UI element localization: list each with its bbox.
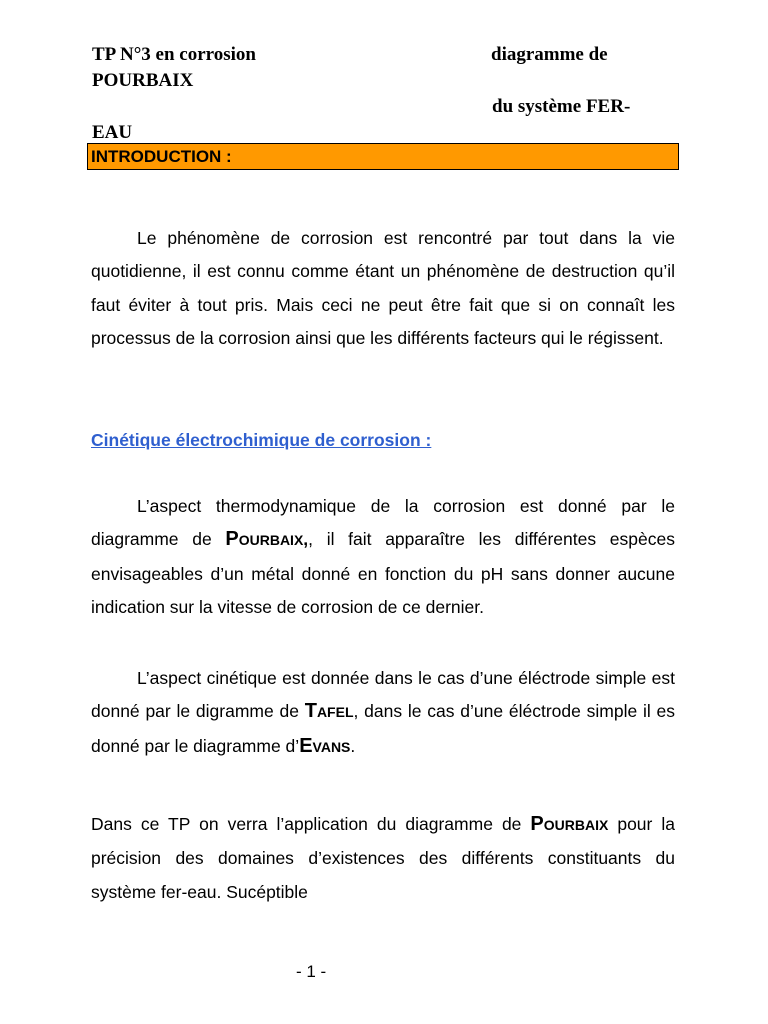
header-title-right-line2: du système FER- [492, 96, 631, 117]
introduction-text: Le phénomène de corrosion est rencontré par tout dans la vie quotidienne, il est connu comme étant un phénomène de destruction qu’il faut éviter à tout pris. Mais ceci ne peut être fait que si on connaît les processus de la corrosion ainsi que les différents facteurs qui le régissent. [91, 228, 675, 348]
pourbaix-name-2: POURBAIX [530, 813, 609, 835]
kinetics-heading: Cinétique électrochimique de corrosion : [91, 430, 432, 450]
kinetics-paragraph-2 [91, 662, 675, 764]
kinetics-p1-text-b: , il fait apparaître les différentes espèces envisageables d’un métal donné en fonction du pH sans donner aucune indication sur la vitesse de corrosion de ce dernier. [91, 529, 675, 617]
tp-paragraph [91, 808, 675, 909]
kinetics-p2-text-b: , dans le cas d’une éléctrode simple il es donné par le diagramme d’ [91, 701, 675, 756]
kinetics-p2-text-a: L’aspect cinétique est donnée dans le cas d’une éléctrode simple est donné par le digramme de [91, 668, 675, 722]
header-title-left-line3: EAU [92, 122, 133, 143]
header-title-right: diagramme de [491, 44, 608, 65]
introduction-banner [87, 143, 679, 170]
header-title-left-line2: POURBAIX [92, 70, 194, 91]
pourbaix-name: POURBAIX, [225, 528, 309, 551]
tafel-name: TAFEL [304, 700, 354, 723]
evans-name: EVANS [299, 734, 351, 757]
introduction-label: INTRODUCTION : [91, 147, 232, 166]
page-number: - 1 - [296, 962, 327, 981]
introduction-paragraph [91, 222, 675, 355]
header-title-left: TP N°3 en corrosion [92, 44, 256, 65]
tp-text-b: pour la précision des domaines d’existences des différents constituants du système fer-eau. Sucéptible [91, 814, 675, 902]
kinetics-p2-text-c: . [350, 735, 356, 756]
tp-text-a: Dans ce TP on verra l’application du diagramme de [91, 814, 531, 834]
kinetics-paragraph-1 [91, 490, 675, 624]
kinetics-p1-text-a: L’aspect thermodynamique de la corrosion est donné par le diagramme de [91, 496, 675, 550]
